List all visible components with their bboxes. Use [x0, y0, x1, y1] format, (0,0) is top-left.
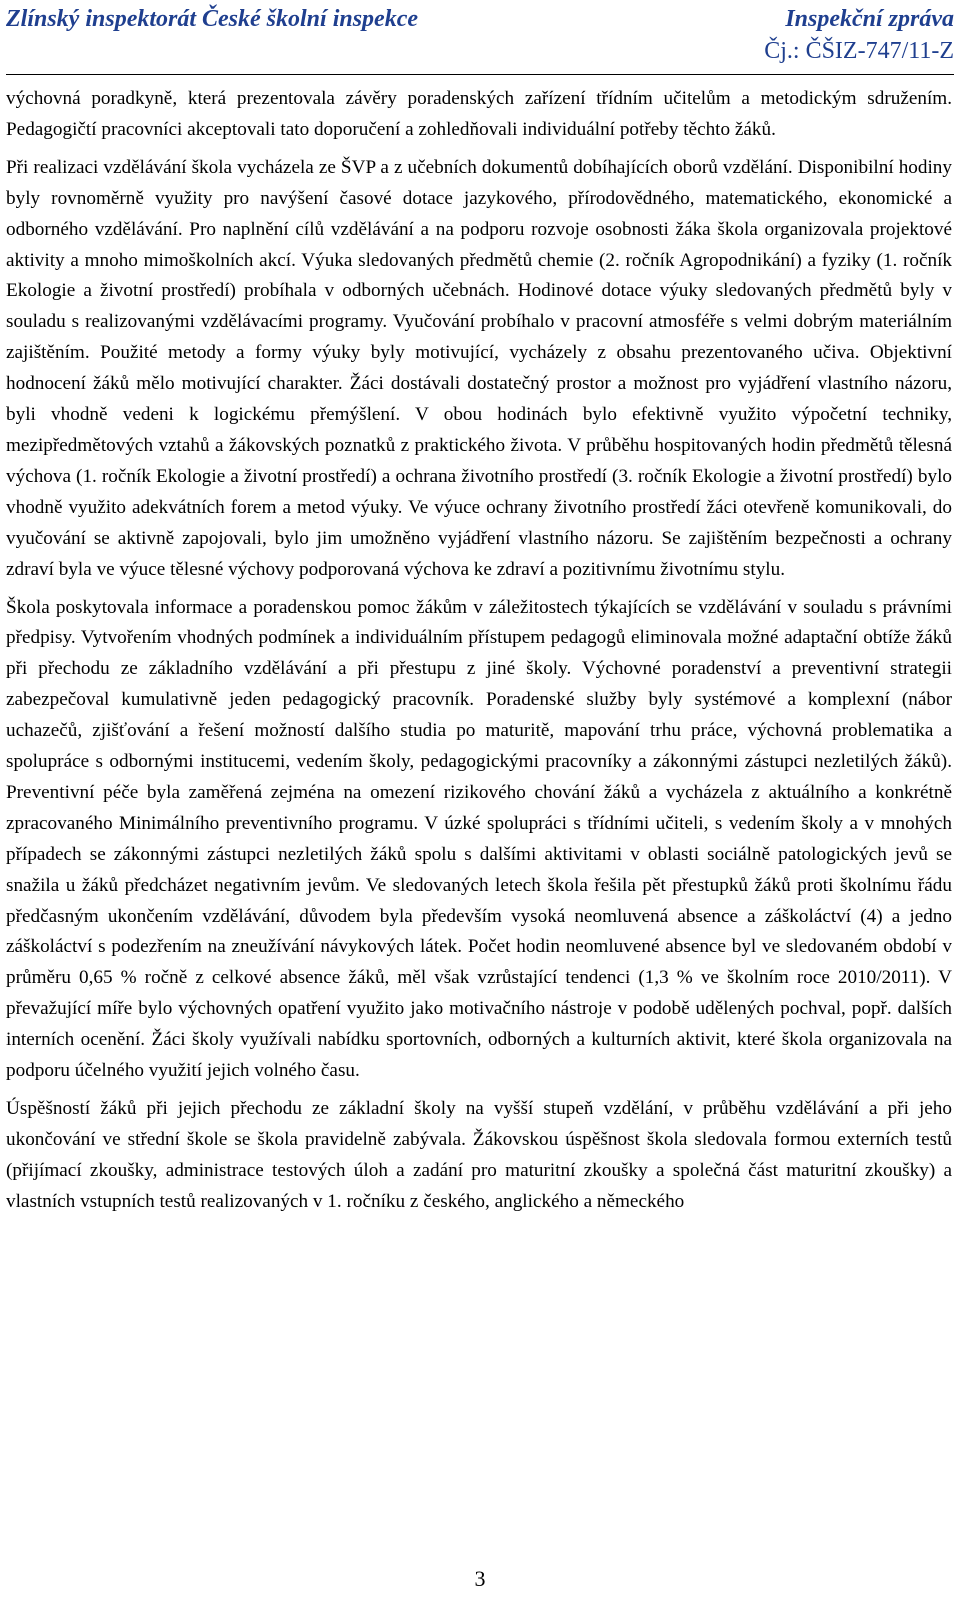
header-institution: Zlínský inspektorát České školní inspekce [6, 6, 419, 32]
paragraph-3: Škola poskytovala informace a poradenskou pomoc žákům v záležitostech týkajících se vzdělávání v souladu s právními předpisy. Vytvořením vhodných podmínek a individuálním přístupem pedagogů eliminovala možné adaptační obtíže žáků při přechodu ze základního vzdělávání a při přestupu z jiné školy. Výchovné poradenství a preventivní strategii zabezpečoval kumulativně jeden pedagogický pracovník. Poradenské služby byly systémové a komplexní (nábor uchazečů, zjišťování a řešení možností dalšího studia po maturitě, mapování trhu práce, výchovná problematika a spolupráce s odbornými institucemi, vedením školy, pedagogickými pracovníky a zákonnými zástupci nezletilých žáků). Preventivní péče byla zaměřená zejména na omezení rizikového chování žáků a vycházela z aktuálního a konkrétně zpracovaného Minimálního preventivního programu. V úzké spolupráci s třídními učiteli, s vedením školy a v mnohých případech se zákonnými zástupci nezletilých žáků spolu s dalšími aktivitami v oblasti sociálně patologických jevů se snažila u žáků předcházet negativním jevům. Ve sledovaných letech škola řešila pět přestupků žáků proti školnímu řádu předčasným ukončením vzdělávání, důvodem byla především vysoká neomluvená absence a záškoláctví (4) a jedno záškoláctví s podezřením na zneužívání návykových látek. Počet hodin neomluvené absence byl ve sledovaném období v průměru 0,65 % ročně z celkové absence žáků, měl však vzrůstající tendenci (1,3 % ve školním roce 2010/2011). V převažující míře bylo výchovných opatření využito jako motivačního nástroje v podobě udělených pochval, popř. dalších interních ocenění. Žáci školy využívali nabídku sportovních, odborných a kulturních aktivit, které škola organizovala na podporu účelného využití jejich volného času. [6, 596, 952, 1082]
paragraph-2: Při realizaci vzdělávání škola vycházela ze ŠVP a z učebních dokumentů dobíhajících oborů vzdělání. Disponibilní hodiny byly rovnoměrně využity pro navýšení časové dotace jazykového, přírodovědného, matematického, ekonomické a odborného vzdělávání. Pro naplnění cílů vzdělávání a na podporu rozvoje osobnosti žáka škola organizovala projektové aktivity a mnoho mimoškolních akcí. Výuka sledovaných předmětů chemie (2. ročník Agropodnikání) a fyziky (1. ročník Ekologie a životní prostředí) probíhala v odborných učebnách. Hodinové dotace výuky sledovaných předmětů byly v souladu s realizovanými vzdělávacími programy. Vyučování probíhalo v pracovní atmosféře s velmi dobrým materiálním zajištěním. Použité metody a formy výuky byly motivující, vycházely z obsahu prezentovaného učiva. Objektivní hodnocení žáků mělo motivující charakter. Žáci dostávali dostatečný prostor a možnost pro vyjádření vlastního názoru, byli vhodně vedeni k logickému přemýšlení. V obou hodinách bylo efektivně využito výpočetní techniky, mezipředmětových vztahů a žákovských poznatků z praktického života. V průběhu hospitovaných hodin předmětů tělesná výchova (1. ročník Ekologie a životní prostředí) a ochrana životního prostředí (3. ročník Ekologie a životní prostředí) bylo vhodně využito adekvátních forem a metod výuky. Ve výuce ochrany životního prostředí žáci otevřeně komunikovali, do vyučování se aktivně zapojovali, bylo jim umožněno vyjádření vlastního názoru. Se zajištěním bezpečnosti a ochrany zdraví byla ve výuce tělesné výchovy podporovaná výchova ke zdraví a pozitivnímu životnímu stylu. [6, 156, 952, 580]
paragraph-4: Úspěšností žáků při jejich přechodu ze základní školy na vyšší stupeň vzdělání, v průběhu vzdělávání a při jeho ukončování ve střední škole se škola pravidelně zabývala. Žákovskou úspěšnost škola sledovala formou externích testů (přijímací zkoušky, administrace testových úloh a zadání pro maturitní zkoušky a společná část maturitní zkoušky) a vlastních vstupních testů realizovaných v 1. ročníku z českého, anglického a německého [6, 1098, 952, 1212]
page-number: 3 [474, 1566, 486, 1591]
body-text [6, 84, 952, 1218]
paragraph-1: výchovná poradkyně, která prezentovala závěry poradenských zařízení třídním učitelům a metodickým sdružením. Pedagogičtí pracovníci akceptovali tato doporučení a zohledňovali individuální potřeby těchto žáků. [6, 88, 952, 140]
header-document-type: Inspekční zpráva [785, 6, 954, 32]
header-reference-number: Čj.: ČŠIZ-747/11-Z [764, 38, 954, 64]
page-header [6, 4, 954, 75]
